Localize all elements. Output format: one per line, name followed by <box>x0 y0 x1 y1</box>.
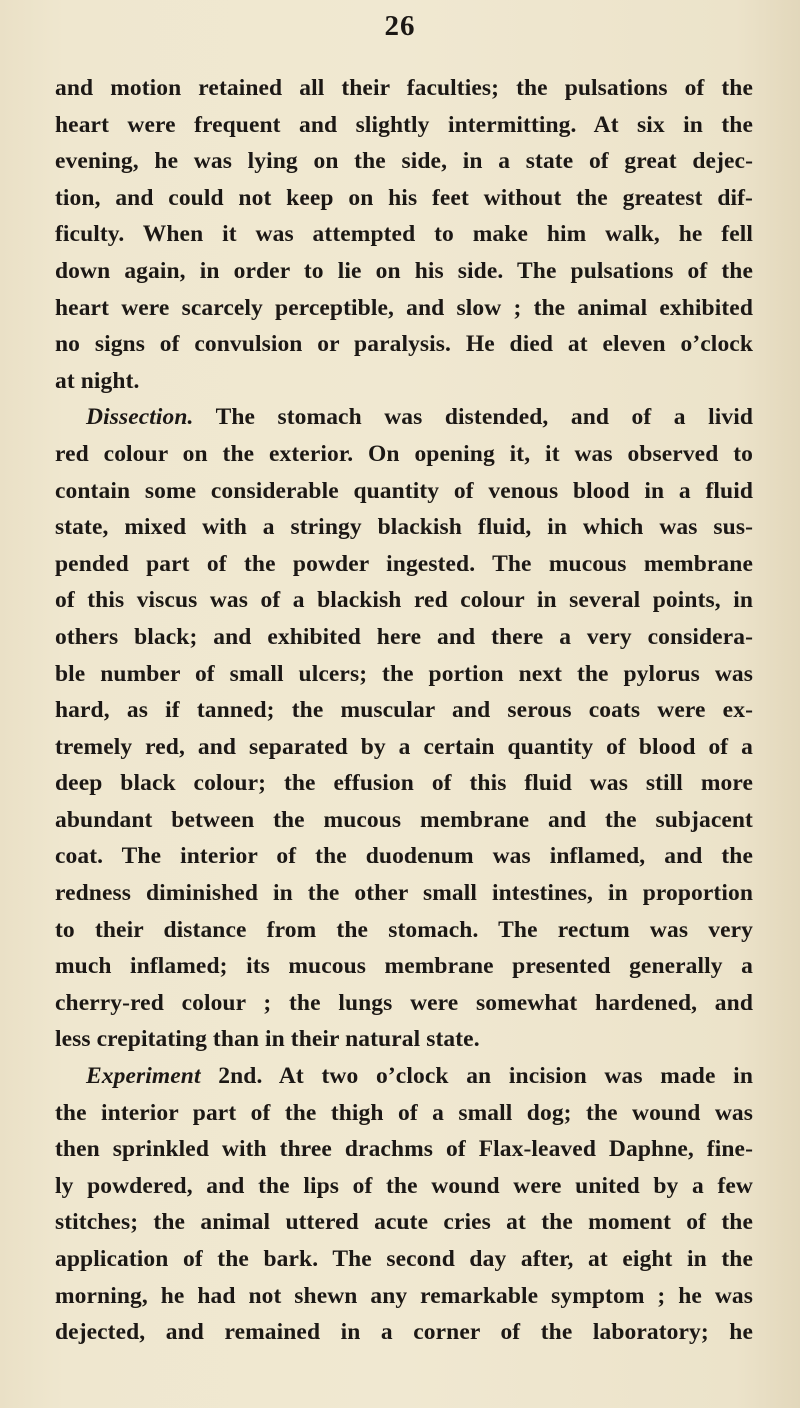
text-line: down again, in order to lie on his side. The pulsations of the <box>55 257 753 284</box>
text-line: ly powdered, and the lips of the wound were united by a few <box>55 1172 753 1199</box>
text-line: heart were scarcely perceptible, and slow ; the animal exhibited <box>55 294 753 321</box>
text-line: pended part of the powder ingested. The mucous membrane <box>55 550 753 577</box>
text-line: ficulty. When it was attempted to make him walk, he fell <box>55 221 753 248</box>
text-line: at night. <box>55 367 140 394</box>
text-line: redness diminished in the other small intestines, in proportion <box>55 880 753 907</box>
text-line: evening, he was lying on the side, in a state of great dejec- <box>55 148 753 175</box>
text-line: coat. The interior of the duodenum was inflamed, and the <box>55 843 753 870</box>
text-line: others black; and exhibited here and there a very considera- <box>55 623 753 650</box>
text-line: morning, he had not shewn any remarkable symptom ; he was <box>55 1282 753 1309</box>
text-line: of this viscus was of a blackish red colour in several points, in <box>55 587 753 614</box>
text-line: ble number of small ulcers; the portion next the pylorus was <box>55 660 753 687</box>
text-line: tion, and could not keep on his feet without the greatest dif- <box>55 184 753 211</box>
text-line: cherry-red colour ; the lungs were somewhat hardened, and <box>55 989 753 1016</box>
text-line: dejected, and remained in a corner of the laboratory; he <box>55 1319 753 1346</box>
text-line: hard, as if tanned; the muscular and serous coats were ex- <box>55 697 753 724</box>
text-line: contain some considerable quantity of venous blood in a fluid <box>55 477 753 504</box>
text-line: Experiment 2nd. At two o’clock an incision was made in <box>86 1063 753 1090</box>
section-heading-experiment: Experiment <box>86 1063 201 1090</box>
text-line: Dissection. The stomach was distended, and of a livid <box>86 404 753 431</box>
text-line: red colour on the exterior. On opening it, it was observed to <box>55 440 753 467</box>
text-line: the interior part of the thigh of a small dog; the wound was <box>55 1099 753 1126</box>
section-heading-dissection: Dissection. <box>86 404 194 431</box>
page-number: 26 <box>384 10 416 42</box>
text-line: then sprinkled with three drachms of Flax-leaved Daphne, fine- <box>55 1136 753 1163</box>
text-line: application of the bark. The second day after, at eight in the <box>55 1246 753 1272</box>
text-line: stitches; the animal uttered acute cries at the moment of the <box>55 1209 753 1236</box>
text-line: abundant between the mucous membrane and the subjacent <box>55 806 753 833</box>
text-line: tremely red, and separated by a certain quantity of blood of a <box>55 733 753 760</box>
text-line: and motion retained all their faculties; the pulsations of the <box>55 75 753 101</box>
text-line: heart were frequent and slightly intermitting. At six in the <box>55 111 753 138</box>
body-text <box>55 70 753 1351</box>
text-line: to their distance from the stomach. The rectum was very <box>55 916 753 943</box>
text-line: less crepitating than in their natural state. <box>55 1026 480 1053</box>
text-line: much inflamed; its mucous membrane presented generally a <box>55 953 753 980</box>
text-line: state, mixed with a stringy blackish fluid, in which was sus- <box>55 514 753 541</box>
text-line: deep black colour; the effusion of this fluid was still more <box>55 770 753 797</box>
text-line: no signs of convulsion or paralysis. He died at eleven o’clock <box>55 331 753 358</box>
